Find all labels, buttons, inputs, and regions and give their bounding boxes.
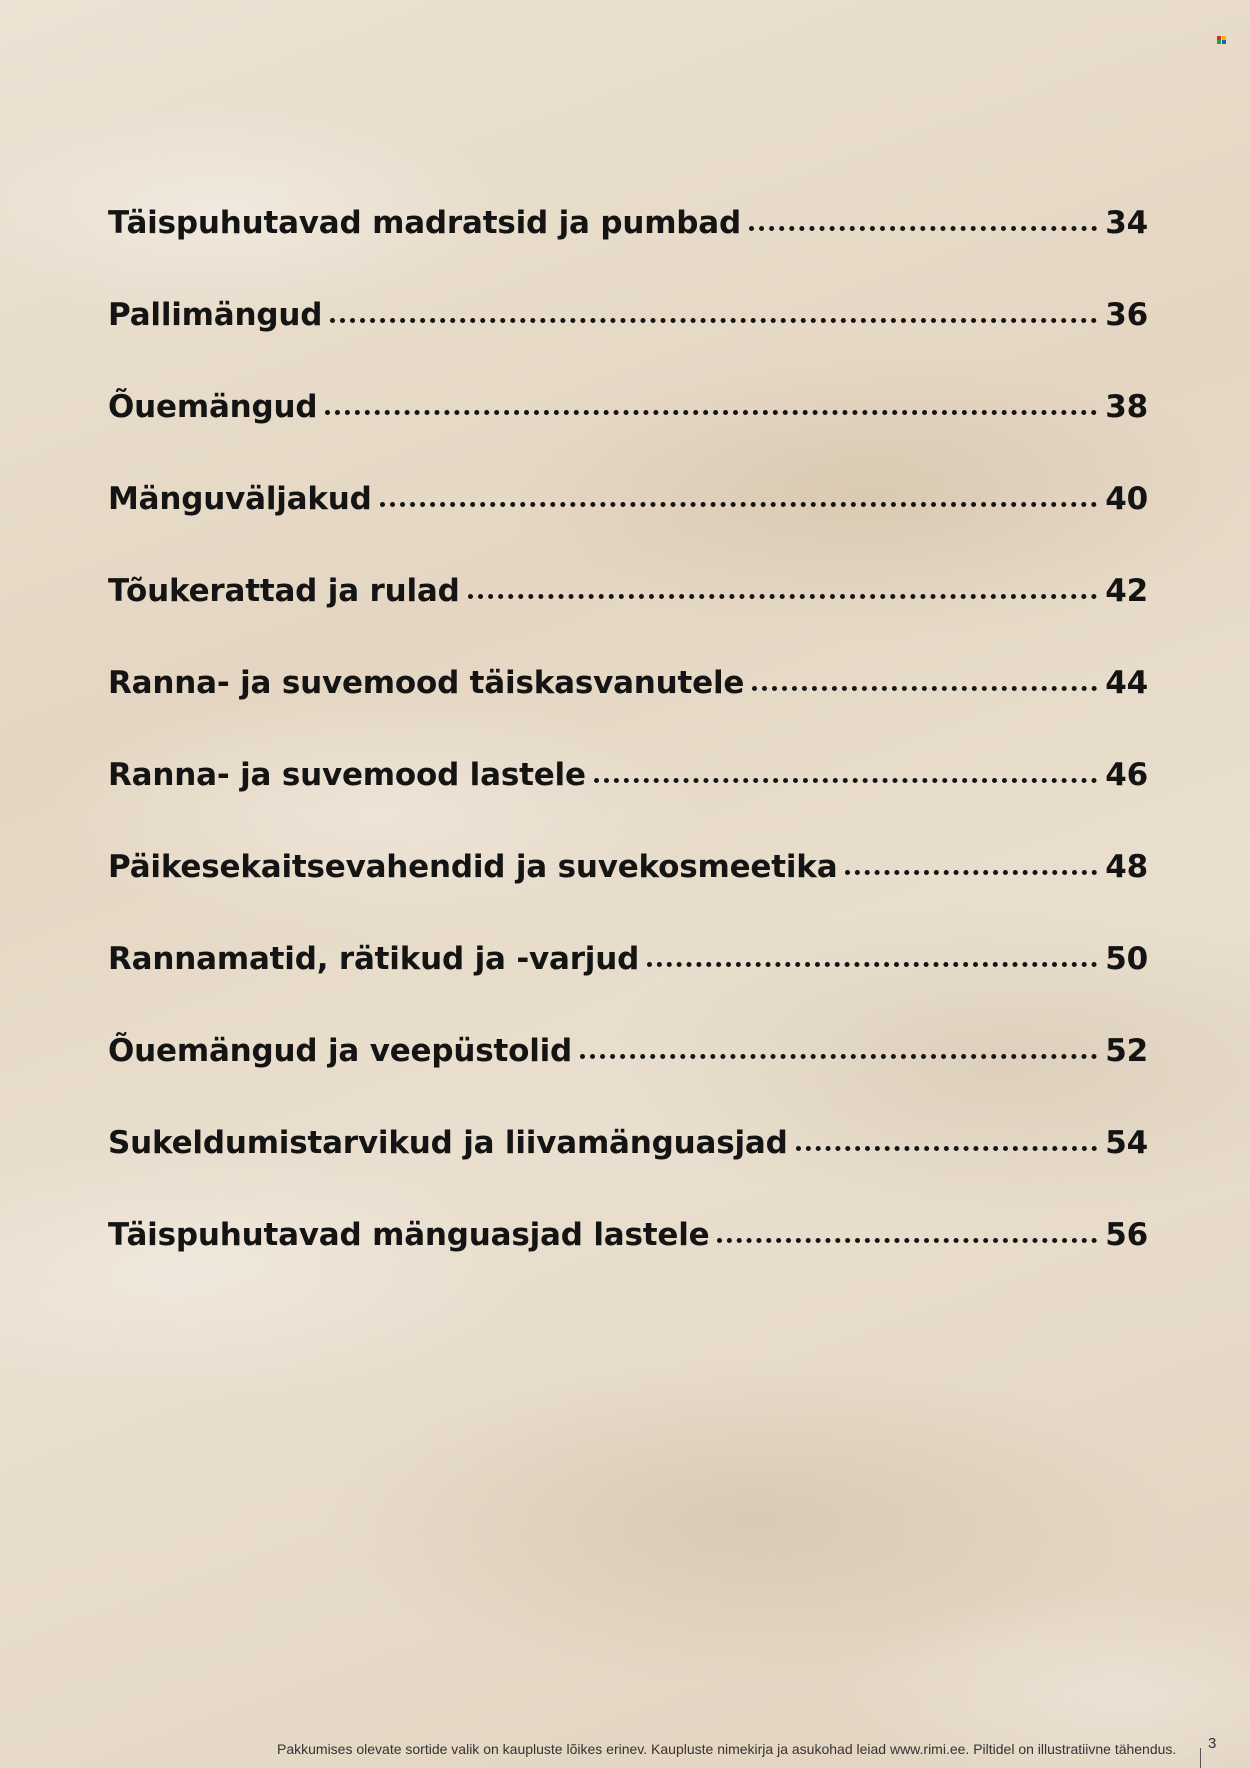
toc-entry[interactable] bbox=[108, 849, 1148, 941]
toc-entry[interactable] bbox=[108, 297, 1148, 389]
toc-leader-dots bbox=[749, 222, 1097, 231]
toc-entry-page: 48 bbox=[1105, 849, 1148, 885]
toc-leader-dots bbox=[845, 866, 1097, 875]
toc-entry-title: Päikesekaitsevahendid ja suvekosmeetika bbox=[108, 849, 838, 885]
page-number: 3 bbox=[1208, 1735, 1217, 1752]
toc-entry[interactable] bbox=[108, 481, 1148, 573]
toc-entry-title: Mänguväljakud bbox=[108, 481, 372, 517]
toc-entry-title: Tõukerattad ja rulad bbox=[108, 573, 460, 609]
toc-entry-title: Täispuhutavad mänguasjad lastele bbox=[108, 1217, 710, 1253]
toc-entry-title: Õuemängud ja veepüstolid bbox=[108, 1033, 573, 1069]
toc-entry-page: 54 bbox=[1105, 1125, 1148, 1161]
toc-entry[interactable] bbox=[108, 941, 1148, 1033]
table-of-contents bbox=[108, 205, 1148, 1309]
toc-entry-page: 50 bbox=[1105, 941, 1148, 977]
toc-leader-dots bbox=[594, 774, 1097, 783]
toc-entry-page: 56 bbox=[1105, 1217, 1148, 1253]
footer-disclaimer: Pakkumises olevate sortide valik on kaupluste lõikes erinev. Kaupluste nimekirja ja asukohad leiad www.rimi.ee. Piltidel on illustratiivne tähendus. bbox=[277, 1741, 1177, 1757]
toc-entry-page: 42 bbox=[1105, 573, 1148, 609]
toc-entry-page: 38 bbox=[1105, 389, 1148, 425]
toc-entry[interactable] bbox=[108, 389, 1148, 481]
toc-entry-title: Sukeldumistarvikud ja liivamänguasjad bbox=[108, 1125, 788, 1161]
toc-entry-page: 40 bbox=[1105, 481, 1148, 517]
toc-entry-page: 36 bbox=[1105, 297, 1148, 333]
toc-leader-dots bbox=[647, 958, 1097, 967]
toc-entry[interactable] bbox=[108, 1217, 1148, 1309]
toc-leader-dots bbox=[580, 1050, 1097, 1059]
footer-divider bbox=[1200, 1748, 1201, 1768]
toc-leader-dots bbox=[380, 498, 1098, 507]
toc-leader-dots bbox=[468, 590, 1098, 599]
logo-square-green bbox=[1217, 40, 1221, 44]
toc-entry-page: 34 bbox=[1105, 205, 1148, 241]
toc-entry-page: 46 bbox=[1105, 757, 1148, 793]
toc-entry-title: Pallimängud bbox=[108, 297, 323, 333]
toc-entry-page: 52 bbox=[1105, 1033, 1148, 1069]
toc-leader-dots bbox=[717, 1234, 1097, 1243]
toc-leader-dots bbox=[325, 406, 1097, 415]
toc-leader-dots bbox=[752, 682, 1097, 691]
brand-logo-icon bbox=[1217, 36, 1227, 44]
toc-entry[interactable] bbox=[108, 1033, 1148, 1125]
toc-entry-title: Rannamatid, rätikud ja -varjud bbox=[108, 941, 640, 977]
toc-entry[interactable] bbox=[108, 1125, 1148, 1217]
toc-entry-title: Õuemängud bbox=[108, 389, 318, 425]
toc-leader-dots bbox=[330, 314, 1097, 323]
toc-entry[interactable] bbox=[108, 665, 1148, 757]
toc-entry[interactable] bbox=[108, 757, 1148, 849]
toc-entry-title: Ranna- ja suvemood täiskasvanutele bbox=[108, 665, 745, 701]
toc-leader-dots bbox=[796, 1142, 1098, 1151]
toc-entry-title: Ranna- ja suvemood lastele bbox=[108, 757, 586, 793]
logo-square-blue bbox=[1222, 40, 1226, 44]
toc-entry[interactable] bbox=[108, 205, 1148, 297]
toc-entry[interactable] bbox=[108, 573, 1148, 665]
toc-entry-page: 44 bbox=[1105, 665, 1148, 701]
toc-entry-title: Täispuhutavad madratsid ja pumbad bbox=[108, 205, 742, 241]
